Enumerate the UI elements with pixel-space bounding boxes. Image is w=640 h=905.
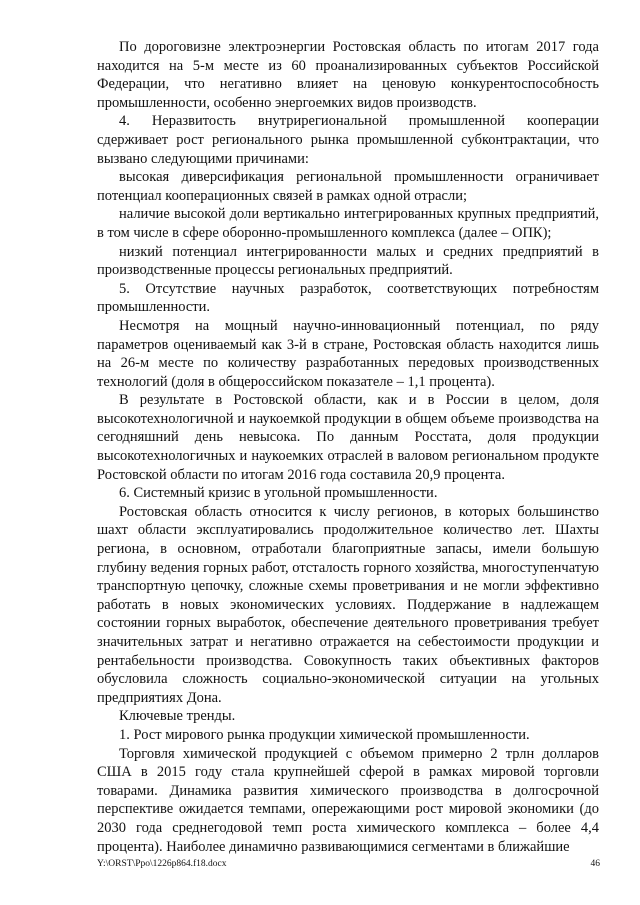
document-body xyxy=(97,38,599,856)
paragraph-research-heading: 5. Отсутствие научных разработок, соответствующих потребностям промышленности. xyxy=(97,280,599,316)
paragraph-vertical-integration: наличие высокой доли вертикально интегрированных крупных предприятий, в том числе в сфере оборонно-промышленного комплекса (далее – ОПК); xyxy=(97,206,599,241)
paragraph-chemical-trade: Торговля химической продукцией с объемом примерно 2 трлн долларов США в 2015 году стала крупнейшей сферой в рамках мировой торговли товарами. Динамика развития химического производства в долгосрочной перспективе ожидается темпами, опережающими рост мировой экономики (до 2030 года среднегодовой темп роста химического комплекса – более 4,4 процента). Наиболее динамично развивающимися сегментами в ближайшие xyxy=(97,745,599,855)
footer-file-path: Y:\ORST\Ppo\1226p864.f18.docx xyxy=(97,859,227,869)
paragraph-coal-mines: Ростовская область относится к числу регионов, в которых большинство шахт области эксплуатировались продолжительное количество лет. Шахты региона, в основном, отработали благоприятные запасы, имели большую глубину ведения горных работ, отсталость горного хозяйства, многоступенчатую транспортную цепочку, сложные схемы проветривания и не могли эффективно работать в новых экономических условиях. Поддержание в надлежащем состоянии горных выработок, обеспечение деятельного проветривания требует значительных затрат и негативно отражается на себестоимости продукции и рентабельности производства. Совокупность таких объективных факторов обусловила сложность социально-экономической ситуации на угольных предприятиях Дона. xyxy=(97,503,599,706)
paragraph-diversification: высокая диверсификация региональной промышленности ограничивает потенциал кооперационных связей в рамках одной отрасли; xyxy=(97,169,599,204)
paragraph-electricity-cost: По дороговизне электроэнергии Ростовская область по итогам 2017 года находится на 5-м месте из 60 проанализированных субъектов Российской Федерации, что негативно влияет на ценовую конкурентоспособность промышленности, особенно энергоемких видов производств. xyxy=(97,39,599,111)
paragraph-key-trends: Ключевые тренды. xyxy=(119,708,236,725)
paragraph-cooperation-heading: 4. Неразвитость внутрирегиональной промышленной кооперации сдерживает рост регионального рынка промышленной субконтрактации, что вызвано следующими причинами: xyxy=(97,113,599,167)
paragraph-high-tech-share: В результате в Ростовской области, как и в России в целом, доля высокотехнологичной и наукоемкой продукции в общем объеме производства на сегодняшний день невысока. По данным Росстата, доля продукции высокотехнологичных и наукоемких отраслей в валовом региональном продукте Ростовской области по итогам 2016 года составила 20,9 процента. xyxy=(97,392,599,483)
paragraph-small-business: низкий потенциал интегрированности малых и средних предприятий в производственные процессы региональных предприятий. xyxy=(97,243,599,279)
page-number: 46 xyxy=(590,859,600,869)
paragraph-innovation-potential: Несмотря на мощный научно-инновационный потенциал, по ряду параметров оцениваемый как 3-й в стране, Ростовская область находится лишь на 26-м месте по количеству разработанных передовых производственных технологий (доля в общероссийском показателе – 1,1 процента). xyxy=(97,317,599,390)
paragraph-chemical-market-heading: 1. Рост мирового рынка продукции химической промышленности. xyxy=(119,726,530,743)
paragraph-coal-crisis-heading: 6. Системный кризис в угольной промышленности. xyxy=(119,485,438,502)
